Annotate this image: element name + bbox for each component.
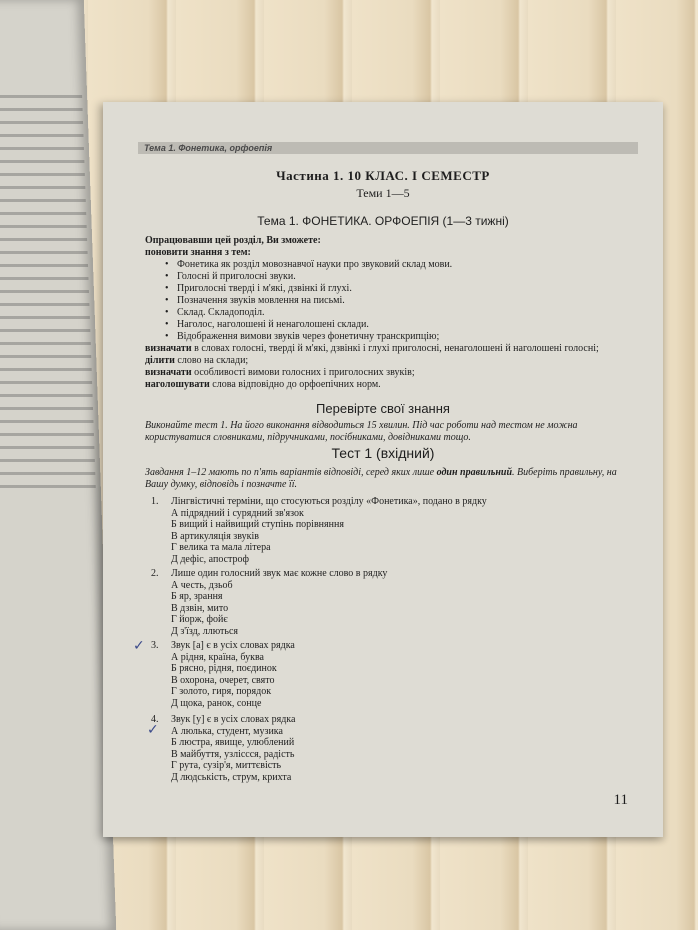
option: Г велика та мала літера — [171, 542, 271, 553]
option: Г золото, гиря, порядок — [171, 686, 272, 697]
skill-line: наголошувати слова відповідно до орфоепічних норм. — [145, 379, 381, 390]
option: Д дефіс, апостроф — [171, 553, 249, 565]
option: В охорона, очерет, свято — [171, 674, 275, 686]
option: В артикуляція звуків — [171, 530, 259, 542]
option: В дзвін, мито — [171, 602, 229, 614]
option: А люлька, студент, музика — [171, 725, 283, 737]
option: Д щока, ранок, сонце — [171, 697, 262, 709]
intro-refresh: поновити знання з тем: — [145, 247, 251, 258]
option: А рідня, країна, буква — [171, 651, 264, 663]
option: Г йорж, фойє — [171, 614, 228, 625]
question-1: 1. Лінгвістичні терміни, що стосуються розділу «Фонетика», подано в рядку А підрядний і сурядний зв'язок Б вищий і найвищий ступінь порівняння В артикуляція звуків Г велика та мала літера Д дефіс, апостроф — [151, 496, 631, 565]
check-mark-icon: ✓ — [133, 638, 145, 654]
part-title: Частина 1. 10 КЛАС. І СЕМЕСТР — [276, 168, 490, 183]
test-title: Тест 1 (вхідний) — [331, 445, 435, 461]
option: Б яр, зрання — [171, 591, 223, 602]
question-3: 3. Звук [а] є в усіх словах рядка А рідня, країна, буква Б рясно, рідня, поєдинок В охорона, очерет, свято Г золото, гиря, порядок Д щока, ранок, сонце — [151, 640, 631, 709]
check-mark-icon: ✓ — [147, 722, 159, 738]
check-title: Перевірте свої знання — [316, 401, 450, 416]
page-number: 11 — [613, 792, 628, 808]
option: Г рута, сузір'я, миттєвість — [171, 760, 282, 771]
skill-line: ділити слово на склади; — [145, 355, 249, 366]
task-instruction: Завдання 1–12 мають по п'ять варіантів відповіді, серед яких лише один правильний. Виберіть правильну, на Вашу думку, відповідь і позначте її. — [145, 467, 617, 490]
option: Д з'їзд, ллються — [171, 625, 238, 637]
option: А підрядний і сурядний зв'язок — [171, 507, 304, 519]
running-header: Тема 1. Фонетика, орфоепія — [138, 142, 638, 154]
topic-list — [145, 259, 635, 343]
intro-block — [145, 235, 635, 391]
themes-subtitle: Теми 1—5 — [356, 186, 410, 200]
option: Д людськість, струм, крихта — [171, 771, 292, 783]
list-item: • Позначення звуків мовлення на письмі. — [165, 295, 635, 307]
intro-lead: Опрацювавши цей розділ, Ви зможете: — [145, 235, 321, 246]
book-page — [103, 102, 663, 837]
list-item: • Відображення вимови звуків через фонетичну транскрипцію; — [165, 331, 635, 343]
option: Б рясно, рідня, поєдинок — [171, 663, 277, 674]
skill-line: визначати в словах голосні, тверді й м'які, дзвінкі і глухі приголосні, ненаголошені й наголошені голосні; — [145, 343, 599, 354]
option: Б вищий і найвищий ступінь порівняння — [171, 519, 344, 530]
list-item: • Фонетика як розділ мовознавчої науки про звуковий склад мови. — [165, 259, 635, 271]
left-page-text-lines — [0, 95, 96, 495]
option: Б люстра, явище, улюблений — [171, 737, 295, 748]
option: В майбуття, узліссся, радість — [171, 748, 295, 760]
list-item: • Приголосні тверді і м'які, дзвінкі й глухі. — [165, 283, 635, 295]
option: А честь, дзьоб — [171, 579, 233, 591]
question-4: 4. Звук [у] є в усіх словах рядка А люлька, студент, музика Б люстра, явище, улюблений В майбуття, узліссся, радість Г рута, сузір'я, миттєвість Д людськість, струм, крихта — [151, 714, 631, 783]
question-2: 2. Лише один голосний звук має кожне слово в рядку А честь, дзьоб Б яр, зрання В дзвін, мито Г йорж, фойє Д з'їзд, ллються — [151, 568, 631, 637]
list-item: • Склад. Складоподіл. — [165, 307, 635, 319]
list-item: • Голосні й приголосні звуки. — [165, 271, 635, 283]
topic-title: Тема 1. ФОНЕТИКА. ОРФОЕПІЯ (1—3 тижні) — [257, 214, 509, 228]
list-item: • Наголос, наголошені й ненаголошені склади. — [165, 319, 635, 331]
skill-line: визначати особливості вимови голосних і приголосних звуків; — [145, 367, 415, 378]
check-instruction: Виконайте тест 1. На його виконання відводиться 15 хвилин. Під час роботи над тестом не можна користуватися словниками, підручниками, посібниками, довідниками тощо. — [145, 420, 578, 443]
